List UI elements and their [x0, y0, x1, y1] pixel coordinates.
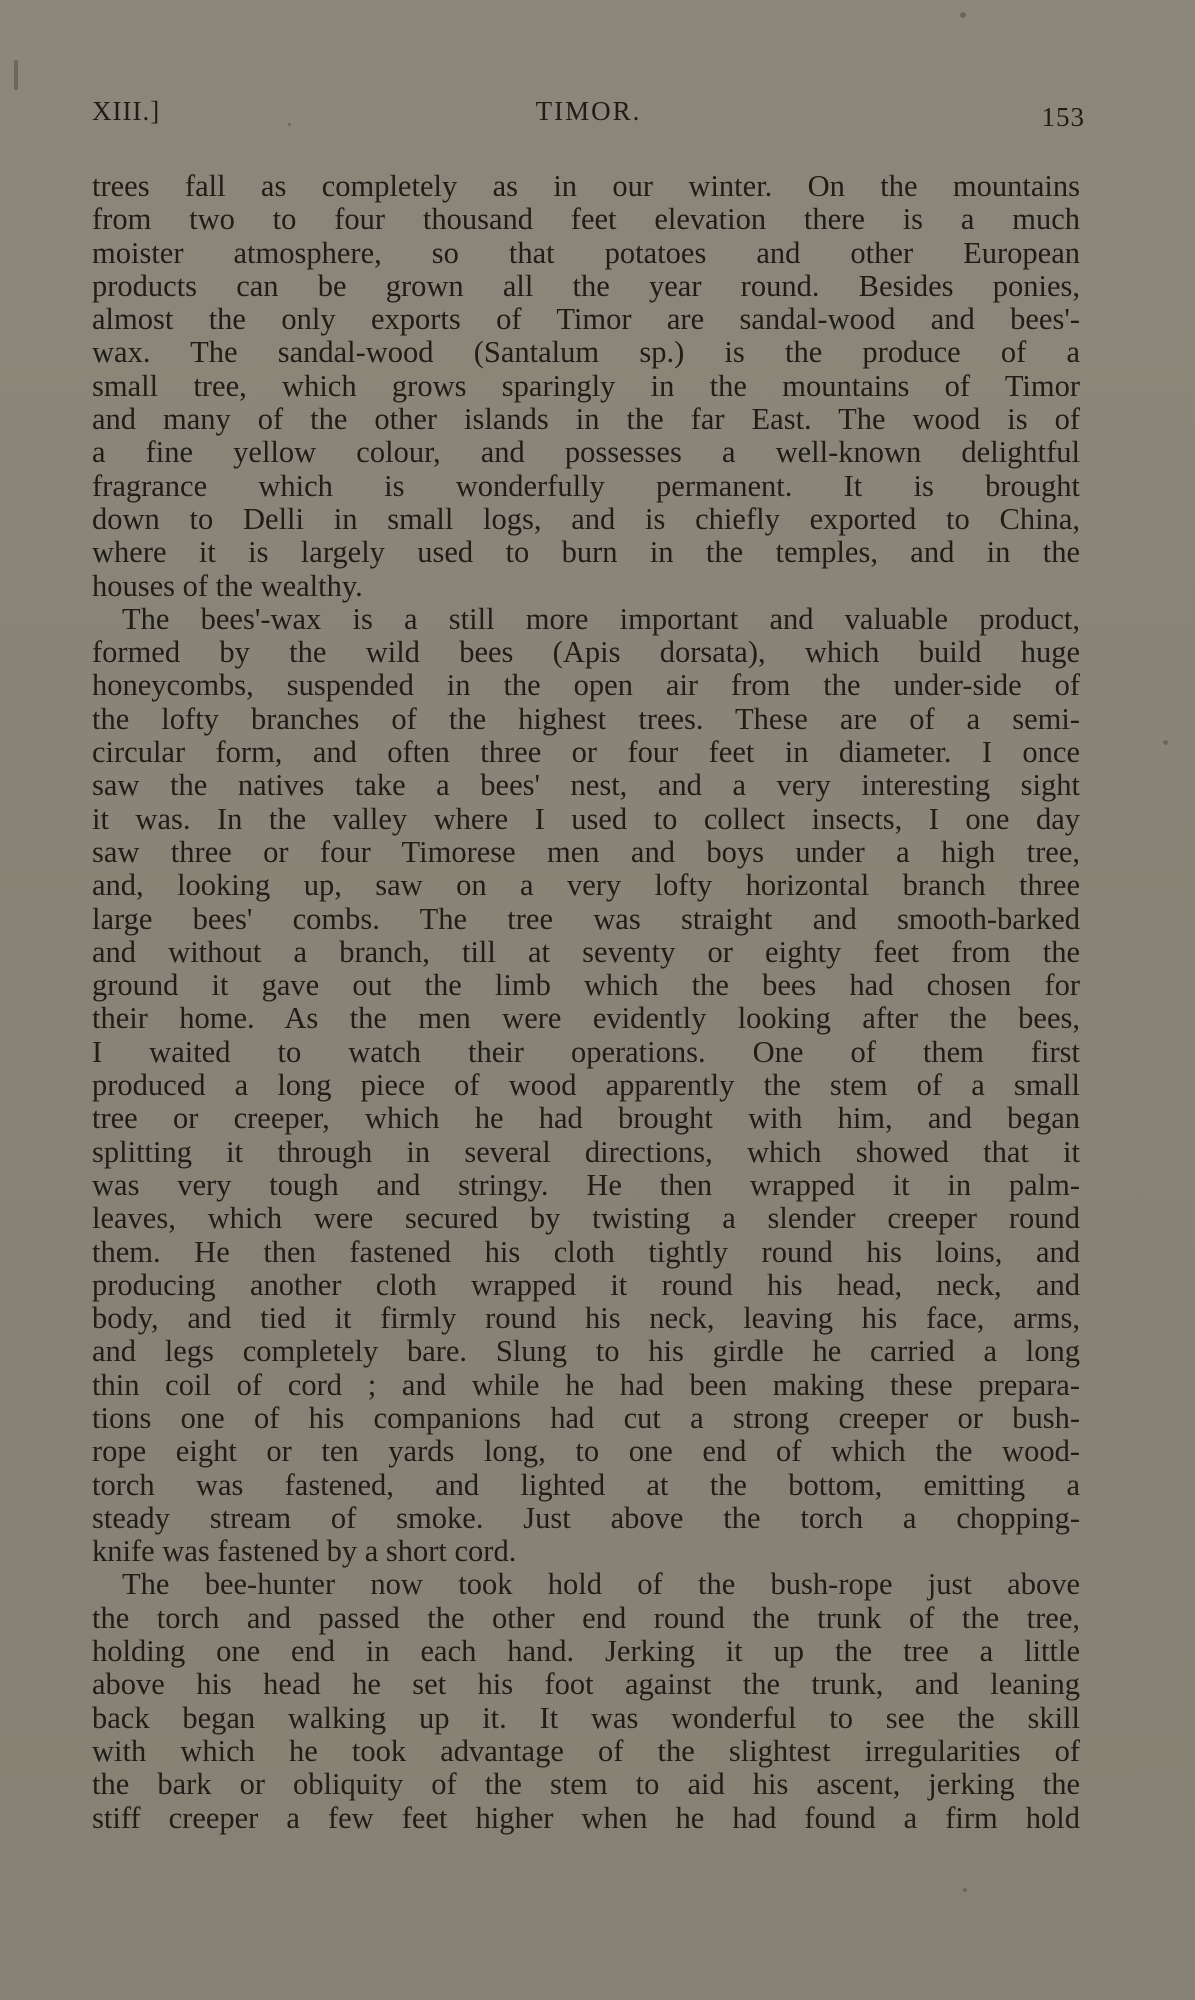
body-text	[92, 170, 1080, 1835]
text-line: small tree, which grows sparingly in the mountains of Timor	[92, 369, 1080, 403]
text-line: moister atmosphere, so that potatoes and other European	[92, 236, 1080, 270]
text-line: where it is largely used to burn in the temples, and in the	[92, 536, 1080, 570]
paragraph-start-line: The bees'-wax is a still more important and valuable product,	[122, 602, 1080, 636]
text-line: from two to four thousand feet elevation there is a much	[92, 203, 1080, 237]
text-line: honeycombs, suspended in the open air from the under-side of	[92, 669, 1080, 703]
text-line: and, looking up, saw on a very lofty horizontal branch three	[92, 869, 1080, 903]
text-line: body, and tied it firmly round his neck, leaving his face, arms,	[92, 1302, 1080, 1336]
text-line: trees fall as completely as in our winter. On the mountains	[92, 170, 1080, 203]
text-line: rope eight or ten yards long, to one end of which the wood-	[92, 1435, 1080, 1469]
text-line: houses of the wealthy.	[92, 569, 363, 603]
paper-speck	[14, 60, 18, 90]
text-line: I waited to watch their operations. One of them first	[92, 1035, 1080, 1069]
text-line: ground it gave out the limb which the bees had chosen for	[92, 969, 1080, 1003]
text-line: back began walking up it. It was wonderful to see the skill	[92, 1701, 1080, 1735]
text-line: holding one end in each hand. Jerking it up the tree a little	[92, 1635, 1080, 1669]
text-line: was very tough and stringy. He then wrapped it in palm-	[92, 1168, 1080, 1202]
paper-speck	[1163, 740, 1168, 745]
paper-speck	[963, 1888, 967, 1892]
text-line: tions one of his companions had cut a strong creeper or bush-	[92, 1401, 1080, 1435]
page-number: 153	[1041, 102, 1085, 132]
text-line: and legs completely bare. Slung to his girdle he carried a long	[92, 1335, 1080, 1369]
text-line: and many of the other islands in the far East. The wood is of	[92, 403, 1080, 437]
text-line: the lofty branches of the highest trees. These are of a semi-	[92, 702, 1080, 736]
text-line: fragrance which is wonderfully permanent. It is brought	[92, 469, 1080, 503]
text-line: wax. The sandal-wood (Santalum sp.) is the produce of a	[92, 336, 1080, 370]
text-line: a fine yellow colour, and possesses a well-known delightful	[92, 436, 1080, 470]
text-line: leaves, which were secured by twisting a slender creeper round	[92, 1202, 1080, 1236]
text-line: saw the natives take a bees' nest, and a very interesting sight	[92, 769, 1080, 803]
running-title: TIMOR.	[535, 96, 642, 126]
text-line: torch was fastened, and lighted at the bottom, emitting a	[92, 1468, 1080, 1502]
text-line: down to Delli in small logs, and is chiefly exported to China,	[92, 502, 1080, 536]
text-line: with which he took advantage of the slightest irregularities of	[92, 1734, 1080, 1768]
text-line: steady stream of smoke. Just above the torch a chopping-	[92, 1501, 1080, 1535]
text-line: stiff creeper a few feet higher when he had found a firm hold	[92, 1801, 1080, 1835]
text-line: the torch and passed the other end round the trunk of the tree,	[92, 1601, 1080, 1635]
text-line: products can be grown all the year round. Besides ponies,	[92, 269, 1080, 303]
running-header	[92, 96, 1085, 136]
text-line: knife was fastened by a short cord.	[92, 1535, 517, 1569]
text-line: almost the only exports of Timor are sandal-wood and bees'-	[92, 303, 1080, 337]
text-line: their home. As the men were evidently looking after the bees,	[92, 1002, 1080, 1036]
text-line: thin coil of cord ; and while he had been making these prepara-	[92, 1368, 1080, 1402]
text-line: producing another cloth wrapped it round his head, neck, and	[92, 1268, 1080, 1302]
chapter-marker: XIII.]	[92, 96, 161, 126]
text-line: and without a branch, till at seventy or eighty feet from the	[92, 935, 1080, 969]
text-line: tree or creeper, which he had brought with him, and began	[92, 1102, 1080, 1136]
text-line: them. He then fastened his cloth tightly round his loins, and	[92, 1235, 1080, 1269]
text-line: produced a long piece of wood apparently the stem of a small	[92, 1069, 1080, 1103]
text-line: above his head he set his foot against the trunk, and leaning	[92, 1668, 1080, 1702]
paragraph-start-line: The bee-hunter now took hold of the bush-rope just above	[122, 1568, 1080, 1602]
text-line: large bees' combs. The tree was straight and smooth-barked	[92, 902, 1080, 936]
paper-speck	[960, 12, 966, 18]
text-line: formed by the wild bees (Apis dorsata), which build huge	[92, 636, 1080, 670]
text-line: it was. In the valley where I used to collect insects, I one day	[92, 802, 1080, 836]
text-line: the bark or obliquity of the stem to aid his ascent, jerking the	[92, 1768, 1080, 1802]
text-line: circular form, and often three or four feet in diameter. I once	[92, 736, 1080, 770]
text-line: splitting it through in several directions, which showed that it	[92, 1135, 1080, 1169]
text-line: saw three or four Timorese men and boys under a high tree,	[92, 835, 1080, 869]
